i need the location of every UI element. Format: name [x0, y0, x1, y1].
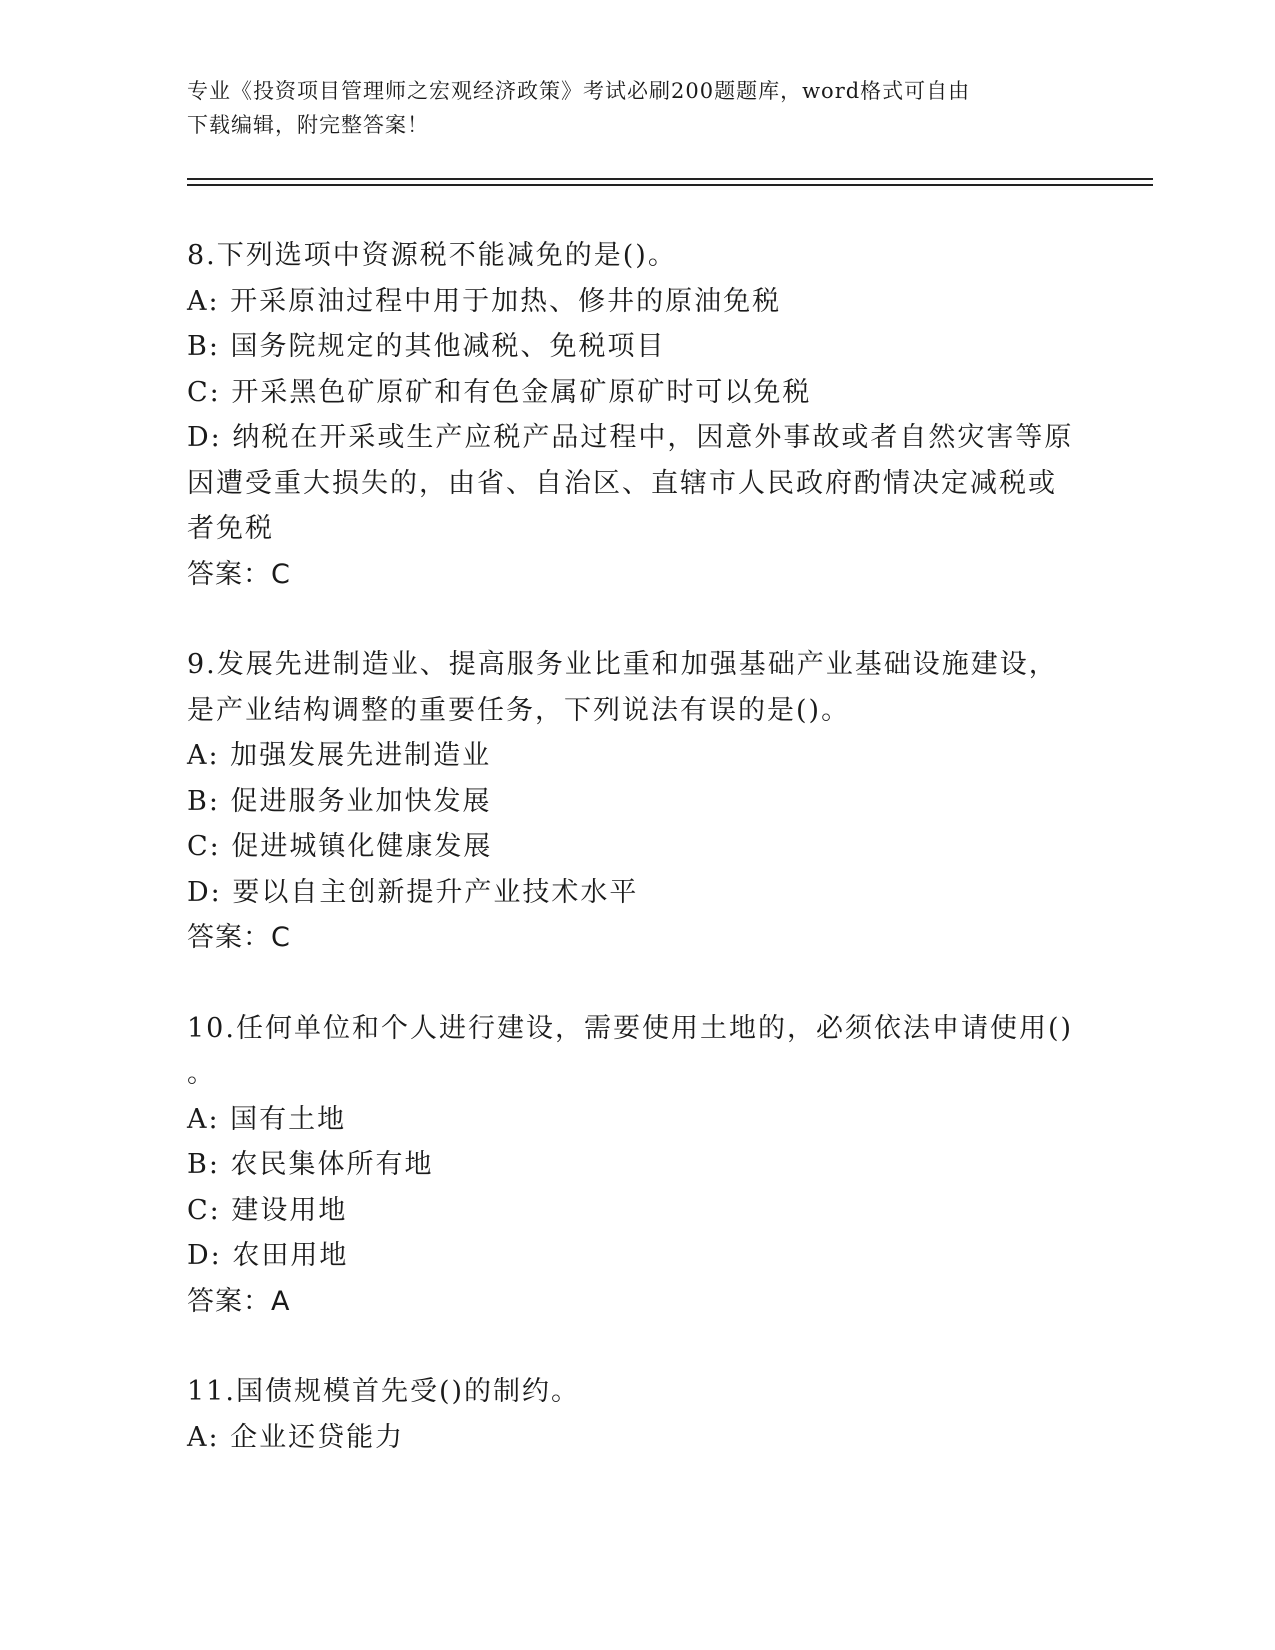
answer-option: C: 促进城镇化健康发展	[187, 831, 493, 862]
question-stem: 是产业结构调整的重要任务，下列说法有误的是()。	[187, 694, 851, 726]
header-line-1: 专业《投资项目管理师之宏观经济政策》考试必刷200题题库，word格式可自由	[187, 79, 971, 103]
header-line-2: 下载编辑，附完整答案！	[187, 113, 429, 137]
answer-key: 答案：A	[187, 1285, 291, 1317]
answer-key: 答案：C	[187, 922, 291, 953]
question-block	[187, 1006, 1082, 1325]
answer-option: C: 开采黑色矿原矿和有色金属矿原矿时可以免税	[187, 376, 812, 408]
question-block	[187, 642, 1082, 961]
question-stem: 9.发展先进制造业、提高服务业比重和加强基础产业基础设施建设，	[187, 649, 1058, 680]
answer-option: A: 加强发展先进制造业	[187, 740, 492, 771]
answer-option: A: 国有土地	[187, 1103, 347, 1135]
answer-option: 因遭受重大损失的，由省、自治区、直辖市人民政府酌情决定减税或	[187, 467, 1057, 499]
question-block	[187, 233, 1082, 597]
answer-option: A: 企业还贷能力	[187, 1421, 405, 1453]
question-list	[187, 233, 1082, 1505]
answer-option: D: 要以自主创新提升产业技术水平	[187, 876, 639, 908]
question-stem: 8.下列选项中资源税不能减免的是()。	[187, 240, 677, 271]
answer-option: B: 国务院规定的其他减税、免税项目	[187, 331, 666, 362]
answer-option: B: 促进服务业加快发展	[187, 785, 492, 817]
answer-option: 者免税	[187, 513, 274, 544]
question-stem: 11.国债规模首先受()的制约。	[187, 1376, 581, 1407]
question-stem: 。	[187, 1058, 216, 1089]
header-divider-bottom	[187, 184, 1153, 186]
header-divider-top	[187, 178, 1153, 180]
question-block	[187, 1369, 1082, 1460]
answer-option: D: 纳税在开采或生产应税产品过程中，因意外事故或者自然灾害等原	[187, 422, 1074, 453]
answer-option: D: 农田用地	[187, 1240, 349, 1271]
answer-option: C: 建设用地	[187, 1194, 348, 1226]
answer-option: B: 农民集体所有地	[187, 1149, 434, 1180]
answer-key: 答案：C	[187, 558, 291, 590]
document-header	[187, 74, 1087, 142]
question-stem: 10.任何单位和个人进行建设，需要使用土地的，必须依法申请使用()	[187, 1012, 1074, 1044]
answer-option: A: 开采原油过程中用于加热、修井的原油免税	[187, 285, 782, 317]
